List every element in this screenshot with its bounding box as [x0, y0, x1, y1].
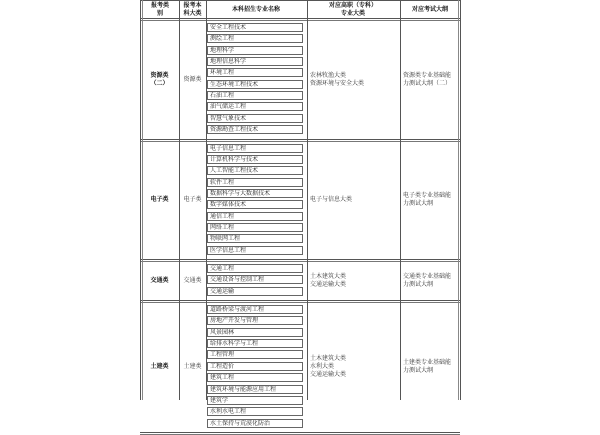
- group-vocational-line: 水利大类: [310, 363, 335, 371]
- major-item: 通信工程: [207, 212, 303, 221]
- group-category-line: （二）: [150, 79, 169, 87]
- major-item: 道路桥梁与渡河工程: [207, 305, 303, 314]
- group-exam-line: 力测试大纲: [403, 281, 434, 289]
- group-vocational-line: 资源环境与安全大类: [310, 79, 365, 87]
- major-item: 建筑环境与能源应用工程: [207, 385, 303, 394]
- column-rule: [140, 0, 141, 400]
- table-top-border: [140, 0, 460, 1]
- major-item: 房地产开发与管理: [207, 316, 303, 325]
- group-category-line: 土建类: [150, 363, 169, 371]
- major-item: 水土保持与荒漠化防治: [207, 419, 303, 428]
- major-item: 计算机科学与技术: [207, 155, 303, 164]
- group-bottom-border-inner: [140, 302, 460, 303]
- header-category: [140, 2, 180, 18]
- group-category: [140, 72, 179, 88]
- major-item: 地理科学: [207, 46, 303, 55]
- group-exam: [403, 273, 451, 289]
- header-vocational-line1: 对应高职（专科）: [328, 2, 377, 9]
- group-exam-line: 资源类专业基础能: [403, 71, 452, 79]
- group-vocational-line: 土木建筑大类: [310, 273, 347, 281]
- major-item: 给排水科学与工程: [207, 339, 303, 348]
- major-item: 资源勘查工程技术: [207, 125, 303, 134]
- column-rule-inner: [458, 0, 459, 400]
- group-exam-line: 力测试大纲: [403, 200, 434, 208]
- header-undergrad: [179, 2, 206, 18]
- major-item: 交通运输: [207, 287, 303, 296]
- column-rule: [179, 0, 180, 400]
- header-vocational: [307, 2, 399, 18]
- group-category: [140, 196, 179, 204]
- group-bottom-border: [140, 432, 460, 433]
- major-item: 水利水电工程: [207, 407, 303, 416]
- column-rule: [307, 0, 308, 400]
- major-item: 石油工程: [207, 91, 303, 100]
- group-vocational-line: 土木建筑大类: [310, 355, 347, 363]
- major-item: 交通工程: [207, 264, 303, 273]
- group-bottom-border-inner: [140, 261, 460, 262]
- major-item: 数据科学与大数据技术: [207, 189, 303, 198]
- group-undergrad: 电子类: [183, 196, 202, 204]
- major-item: 医学信息工程: [207, 246, 303, 255]
- group-vocational-line: 交通运输大类: [310, 371, 347, 379]
- column-rule-inner: [142, 0, 143, 400]
- group-exam-line: 交通类专业基础能: [403, 273, 452, 281]
- group-exam: [403, 359, 451, 375]
- group-vocational-line: 交通运输大类: [310, 281, 347, 289]
- group-category-line: 电子类: [150, 196, 169, 204]
- major-item: 交通设备与控制工程: [207, 275, 303, 284]
- group-bottom-border: [140, 259, 460, 260]
- group-vocational-line: 电子与信息大类: [310, 196, 353, 204]
- group-exam-line: 电子类专业基础能: [403, 192, 452, 200]
- group-vocational-line: 农林牧渔大类: [310, 71, 347, 79]
- group-undergrad: 资源类: [183, 75, 202, 83]
- group-undergrad: 土建类: [183, 363, 202, 371]
- major-item: 油气储运工程: [207, 102, 303, 111]
- major-item: 工程管理: [207, 350, 303, 359]
- group-exam-line: 力测试大纲: [403, 367, 434, 375]
- group-vocational: [310, 273, 346, 289]
- header-bottom-border-inner: [140, 20, 460, 21]
- group-vocational: [310, 196, 352, 204]
- group-exam-line: 力测试大纲（二）: [403, 79, 452, 87]
- header-exam: 对应考试大纲: [411, 6, 448, 13]
- major-item: 测绘工程: [207, 34, 303, 43]
- group-undergrad: 交通类: [183, 277, 202, 285]
- major-item: 地理信息科学: [207, 57, 303, 66]
- group-exam: [403, 72, 451, 88]
- group-category: [140, 363, 179, 371]
- group-category: [140, 277, 179, 285]
- header-category-line2: 别: [156, 10, 163, 17]
- major-item: 建筑学: [207, 396, 303, 405]
- group-exam: [403, 192, 451, 208]
- group-vocational: [310, 355, 346, 379]
- header-vocational-line2: 专业大类: [340, 10, 365, 17]
- major-item: 安全工程技术: [207, 23, 303, 32]
- major-item: 数字媒体技术: [207, 200, 303, 209]
- header-category-line1: 报考类: [150, 2, 169, 9]
- group-bottom-border-inner: [140, 141, 460, 142]
- major-item: 生态环境工程技术: [207, 80, 303, 89]
- column-rule: [460, 0, 461, 400]
- group-bottom-border: [140, 139, 460, 140]
- group-category-line: 资源类: [150, 71, 169, 79]
- column-rule: [206, 0, 207, 400]
- major-item: 网络工程: [207, 223, 303, 232]
- major-item: 建筑工程: [207, 373, 303, 382]
- header-undergrad-line2: 科大类: [183, 10, 202, 17]
- column-rule: [400, 0, 401, 400]
- group-bottom-border: [140, 300, 460, 301]
- major-item: 风景园林: [207, 328, 303, 337]
- group-exam-line: 土建类专业基础能: [403, 359, 452, 367]
- group-category-line: 交通类: [150, 277, 169, 285]
- header-undergrad-line1: 报考本: [183, 2, 202, 9]
- header-majors: 本科招生专业名称: [231, 6, 280, 13]
- header-bottom-border: [140, 18, 460, 19]
- group-vocational: [310, 72, 364, 88]
- major-item: 智慧气象技术: [207, 114, 303, 123]
- major-item: 环境工程: [207, 68, 303, 77]
- major-item: 工程造价: [207, 362, 303, 371]
- major-item: 物联网工程: [207, 234, 303, 243]
- major-item: 电子信息工程: [207, 144, 303, 153]
- major-item: 人工智能工程技术: [207, 166, 303, 175]
- major-item: 软件工程: [207, 178, 303, 187]
